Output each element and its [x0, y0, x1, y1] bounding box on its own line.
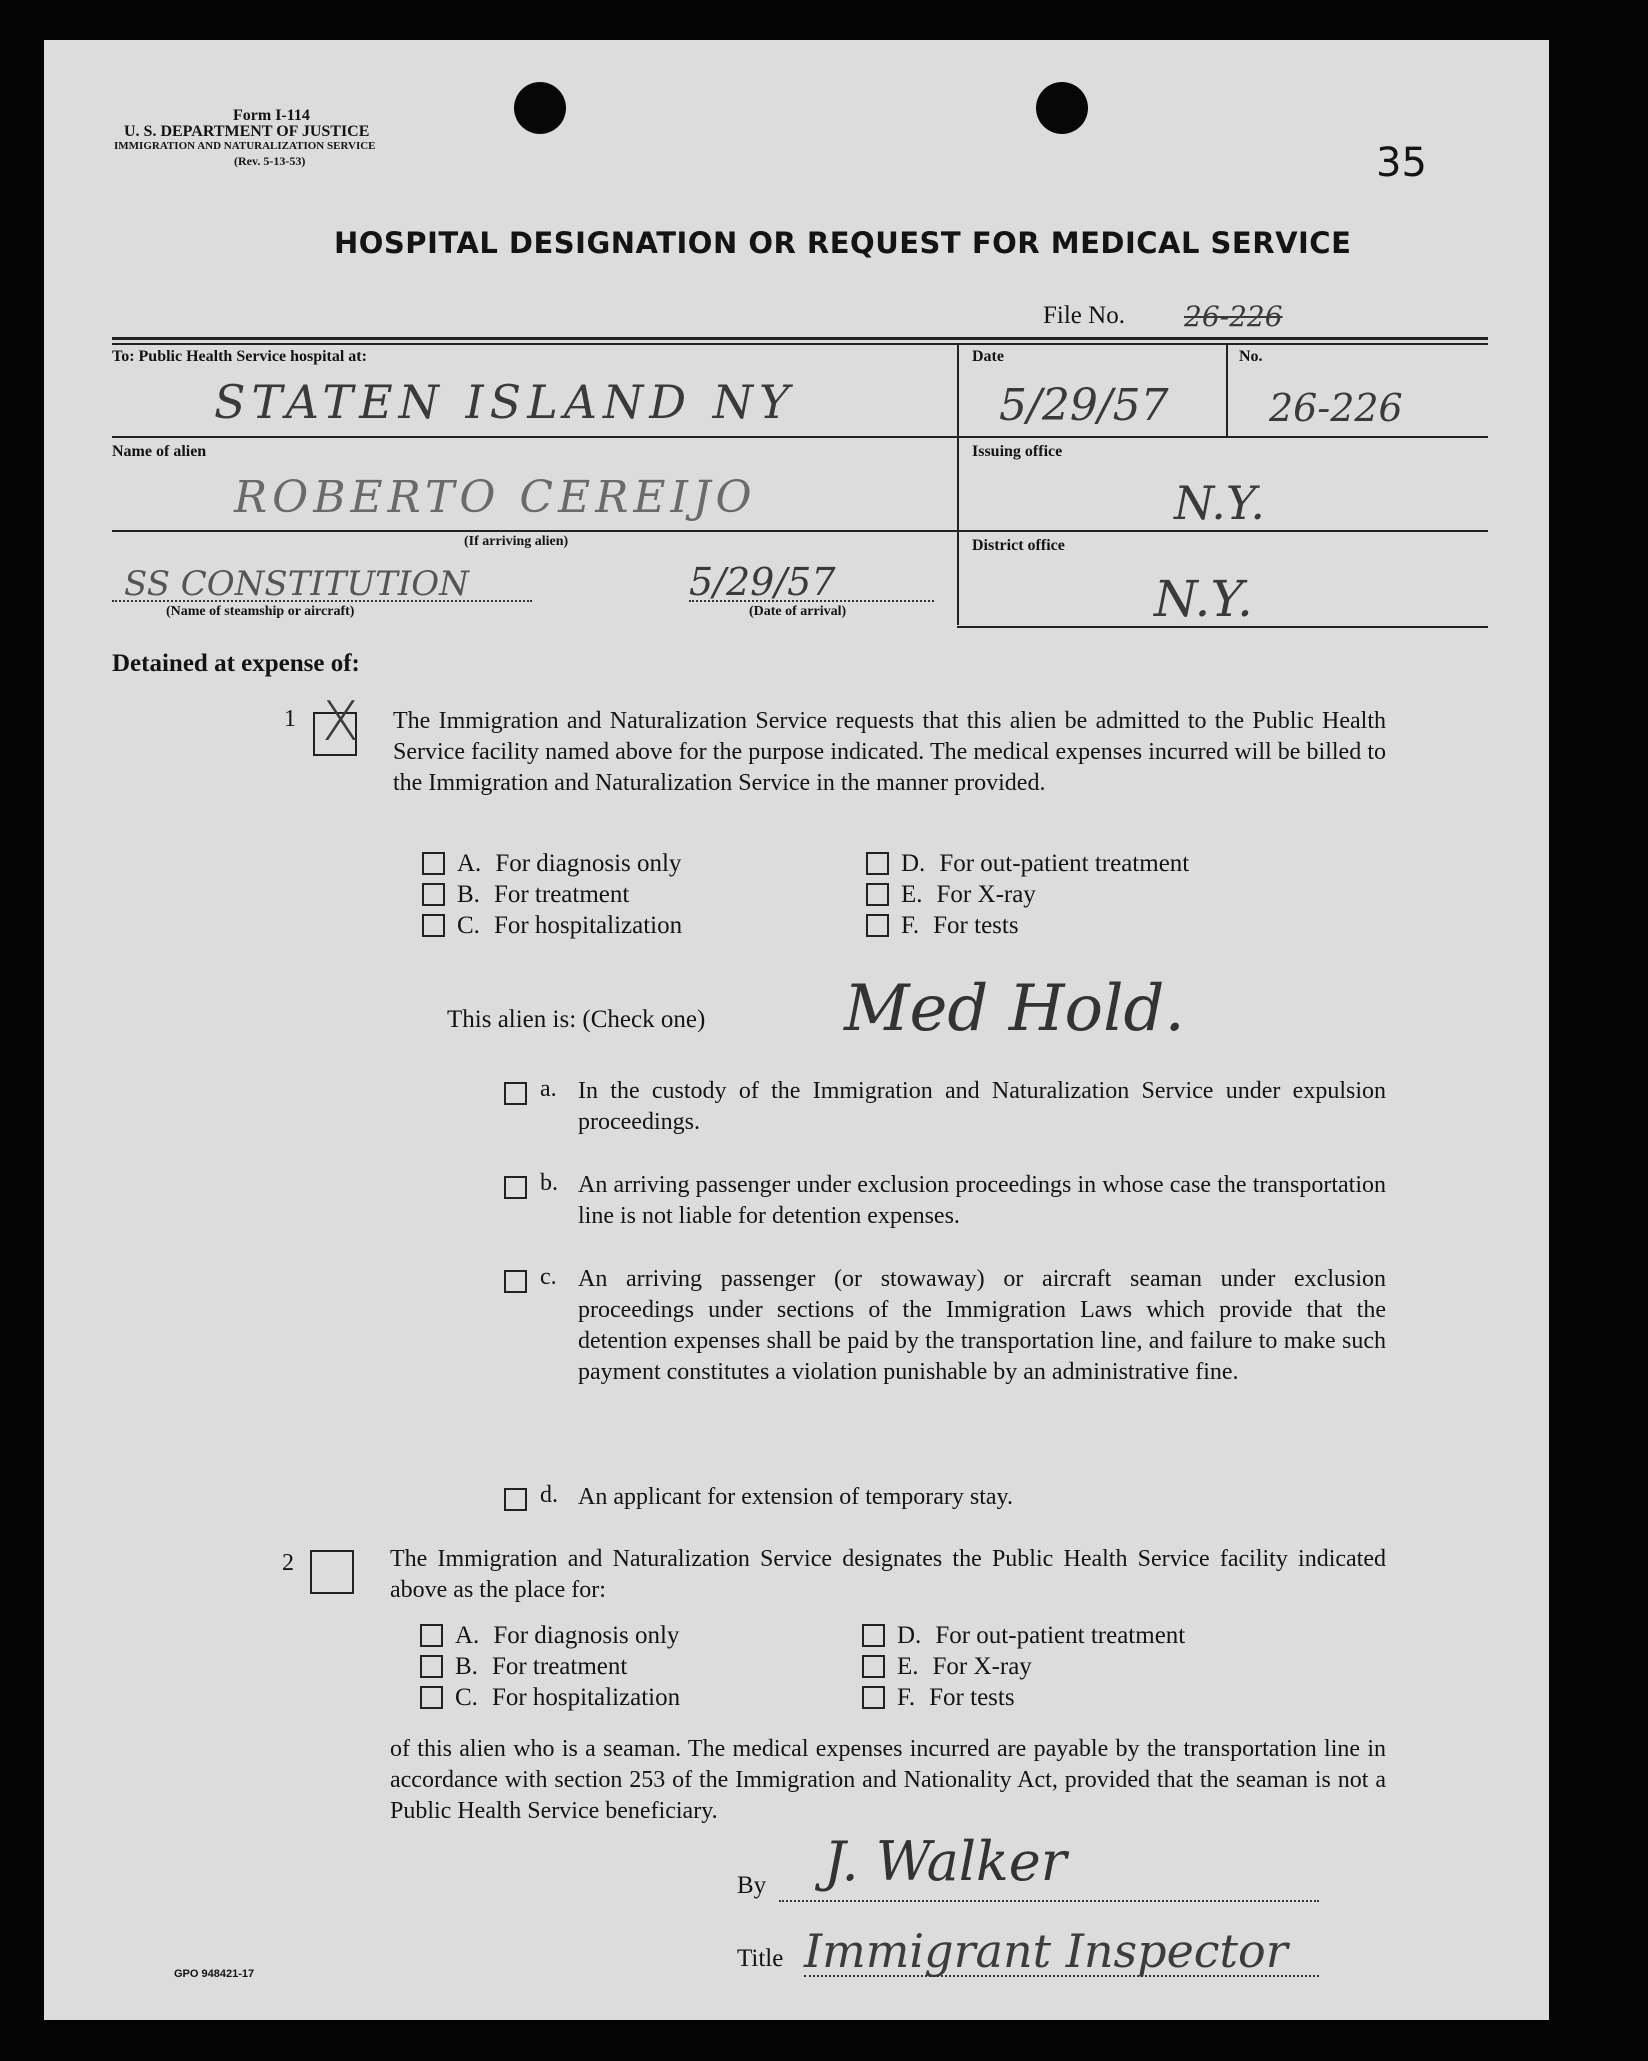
- title-line: [804, 1975, 1319, 1977]
- punch-hole-right: [1036, 82, 1088, 134]
- s1-option-b-key: B.: [457, 880, 480, 908]
- s1-option-a[interactable]: [422, 848, 682, 879]
- by-label: By: [737, 1872, 767, 1899]
- section2-text: The Immigration and Naturalization Service designates the Public Health Service facility indicated above as the place for:: [390, 1546, 1386, 1603]
- issuing-office-label: Issuing office: [972, 443, 1063, 460]
- s2-option-a-key: A.: [455, 1621, 480, 1649]
- s2-option-f-key: F.: [897, 1683, 916, 1711]
- punch-hole-left: [514, 82, 566, 134]
- page-number: 35: [1376, 140, 1427, 186]
- alien-name-value: ROBERTO CEREIJO: [234, 472, 757, 523]
- s2-option-e-label: For X-ray: [932, 1652, 1032, 1680]
- s1-option-e-label: For X-ray: [936, 880, 1036, 908]
- s1-option-f[interactable]: [866, 910, 1189, 941]
- status-b-checkbox[interactable]: [504, 1176, 527, 1199]
- alien-is-label: This alien is: (Check one): [447, 1006, 706, 1033]
- arrival-date-label: (Date of arrival): [749, 604, 847, 619]
- district-office-value: N.Y.: [1154, 570, 1253, 628]
- file-no-label: File No.: [1043, 302, 1125, 329]
- s1-option-c-key: C.: [457, 911, 480, 939]
- status-a-key: a.: [540, 1076, 557, 1102]
- s2-option-a-checkbox[interactable]: [420, 1624, 443, 1647]
- s2-option-d-key: D.: [897, 1621, 922, 1649]
- s1-option-e-checkbox[interactable]: [866, 883, 889, 906]
- s1-option-b[interactable]: [422, 879, 682, 910]
- s2-option-d[interactable]: [862, 1620, 1185, 1651]
- s2-option-a[interactable]: [420, 1620, 680, 1651]
- s2-option-f[interactable]: [862, 1682, 1185, 1713]
- section1-text: The Immigration and Naturalization Service requests that this alien be admitted to the Public Health Service facility named above for the purpose indicated. The medical expenses incurred will be billed to the Immigration and Naturalization Service in the manner provided.: [393, 708, 1386, 796]
- status-d-key: d.: [540, 1482, 558, 1508]
- s1-option-f-key: F.: [901, 911, 920, 939]
- s1-option-c[interactable]: [422, 910, 682, 941]
- section2-options-right: [862, 1620, 1185, 1713]
- steamship-label: (Name of steamship or aircraft): [166, 604, 355, 619]
- steamship-value: SS CONSTITUTION: [124, 564, 469, 604]
- arriving-alien-note: (If arriving alien): [464, 534, 569, 549]
- handwritten-note: Med Hold.: [844, 972, 1185, 1046]
- date-label: Date: [972, 348, 1004, 365]
- document-sheet: [44, 40, 1549, 2020]
- file-no-value: 26-226: [1184, 300, 1283, 333]
- section1-options-right: [866, 848, 1189, 941]
- status-a[interactable]: [504, 1076, 1386, 1138]
- department-name: U. S. DEPARTMENT OF JUSTICE: [124, 123, 370, 140]
- status-b[interactable]: [504, 1170, 1386, 1232]
- s2-option-b-label: For treatment: [491, 1652, 628, 1680]
- form-number: Form I-114: [233, 107, 310, 124]
- s1-option-e[interactable]: [866, 879, 1189, 910]
- to-hospital-value: STATEN ISLAND NY: [214, 375, 796, 429]
- section1-number: 1: [284, 706, 296, 732]
- s2-option-c[interactable]: [420, 1682, 680, 1713]
- s1-option-c-checkbox[interactable]: [422, 914, 445, 937]
- status-c-checkbox[interactable]: [504, 1270, 527, 1293]
- status-a-checkbox[interactable]: [504, 1082, 527, 1105]
- s1-option-d[interactable]: [866, 848, 1189, 879]
- section1-check-mark: X: [322, 690, 359, 753]
- status-c[interactable]: [504, 1264, 1386, 1388]
- s2-option-d-checkbox[interactable]: [862, 1624, 885, 1647]
- section2-number: 2: [282, 1550, 294, 1576]
- section1-options-left: [422, 848, 682, 941]
- table-divider: [957, 343, 959, 625]
- status-d[interactable]: [504, 1482, 1386, 1513]
- s2-option-e-key: E.: [897, 1652, 919, 1680]
- form-revision: (Rev. 5-13-53): [234, 154, 306, 168]
- s2-option-c-key: C.: [455, 1683, 478, 1711]
- title-value: Immigrant Inspector: [804, 1924, 1288, 1978]
- s2-option-e[interactable]: [862, 1651, 1185, 1682]
- table-top-rule-2: [112, 343, 1488, 345]
- signature-line: [779, 1900, 1319, 1902]
- s1-option-c-label: For hospitalization: [493, 911, 683, 939]
- s2-option-a-label: For diagnosis only: [493, 1621, 680, 1649]
- s1-option-a-key: A.: [457, 849, 482, 877]
- detained-label: Detained at expense of:: [112, 650, 360, 677]
- no-value: 26-226: [1269, 386, 1403, 430]
- s2-option-c-label: For hospitalization: [491, 1683, 681, 1711]
- status-b-key: b.: [540, 1170, 558, 1196]
- section2-options-left: [420, 1620, 680, 1713]
- s1-option-d-checkbox[interactable]: [866, 852, 889, 875]
- status-d-checkbox[interactable]: [504, 1488, 527, 1511]
- service-name: IMMIGRATION AND NATURALIZATION SERVICE: [114, 140, 376, 152]
- arrival-date-value: 5/29/57: [689, 560, 836, 604]
- s1-option-e-key: E.: [901, 880, 923, 908]
- footer-code: GPO 948421-17: [174, 1968, 255, 1980]
- signature-value: J. Walker: [824, 1830, 1067, 1893]
- section2-checkbox[interactable]: [310, 1550, 354, 1594]
- s1-option-a-checkbox[interactable]: [422, 852, 445, 875]
- s2-option-f-label: For tests: [929, 1683, 1015, 1711]
- s1-option-f-checkbox[interactable]: [866, 914, 889, 937]
- arrival-date-line: [689, 600, 934, 602]
- s1-option-f-label: For tests: [933, 911, 1019, 939]
- issuing-office-value: N.Y.: [1174, 476, 1265, 530]
- row-rule-1: [112, 436, 1488, 438]
- district-office-label: District office: [972, 537, 1065, 554]
- row-rule-3: [957, 626, 1488, 628]
- status-d-text: An applicant for extension of temporary stay.: [578, 1484, 1013, 1510]
- s2-option-b-key: B.: [455, 1652, 478, 1680]
- table-divider-no: [1226, 343, 1228, 436]
- no-label: No.: [1239, 348, 1263, 365]
- status-c-key: c.: [540, 1264, 557, 1290]
- steamship-line: [112, 600, 532, 602]
- s1-option-b-label: For treatment: [493, 880, 630, 908]
- s1-option-d-key: D.: [901, 849, 926, 877]
- s2-option-d-label: For out-patient treatment: [935, 1621, 1186, 1649]
- title-label: Title: [737, 1945, 784, 1972]
- s2-option-c-checkbox[interactable]: [420, 1686, 443, 1709]
- date-value: 5/29/57: [999, 380, 1169, 431]
- s1-option-d-label: For out-patient treatment: [939, 849, 1190, 877]
- status-a-text: In the custody of the Immigration and Naturalization Service under expulsion proceedings.: [578, 1078, 1386, 1135]
- s2-option-b-checkbox[interactable]: [420, 1655, 443, 1678]
- s1-option-a-label: For diagnosis only: [495, 849, 682, 877]
- s2-option-b[interactable]: [420, 1651, 680, 1682]
- table-top-rule: [112, 337, 1488, 340]
- section2-closing-text: of this alien who is a seaman. The medical expenses incurred are payable by the transportation line in accordance with section 253 of the Immigration and Nationality Act, provided that the seaman is not a Public Health Service beneficiary.: [390, 1736, 1386, 1824]
- alien-name-label: Name of alien: [112, 443, 207, 460]
- row-rule-2: [112, 530, 1488, 532]
- form-title: HOSPITAL DESIGNATION OR REQUEST FOR MEDICAL SERVICE: [334, 226, 1352, 260]
- s1-option-b-checkbox[interactable]: [422, 883, 445, 906]
- s2-option-e-checkbox[interactable]: [862, 1655, 885, 1678]
- status-b-text: An arriving passenger under exclusion proceedings in whose case the transportation line is not liable for detention expenses.: [578, 1172, 1386, 1229]
- s2-option-f-checkbox[interactable]: [862, 1686, 885, 1709]
- status-c-text: An arriving passenger (or stowaway) or aircraft seaman under exclusion proceedings under sections of the Immigration Laws which provide that the detention expenses shall be paid by the transportation line, and failure to make such payment constitutes a violation punishable by an administrative fine.: [578, 1266, 1386, 1385]
- to-hospital-label: To: Public Health Service hospital at:: [112, 348, 367, 365]
